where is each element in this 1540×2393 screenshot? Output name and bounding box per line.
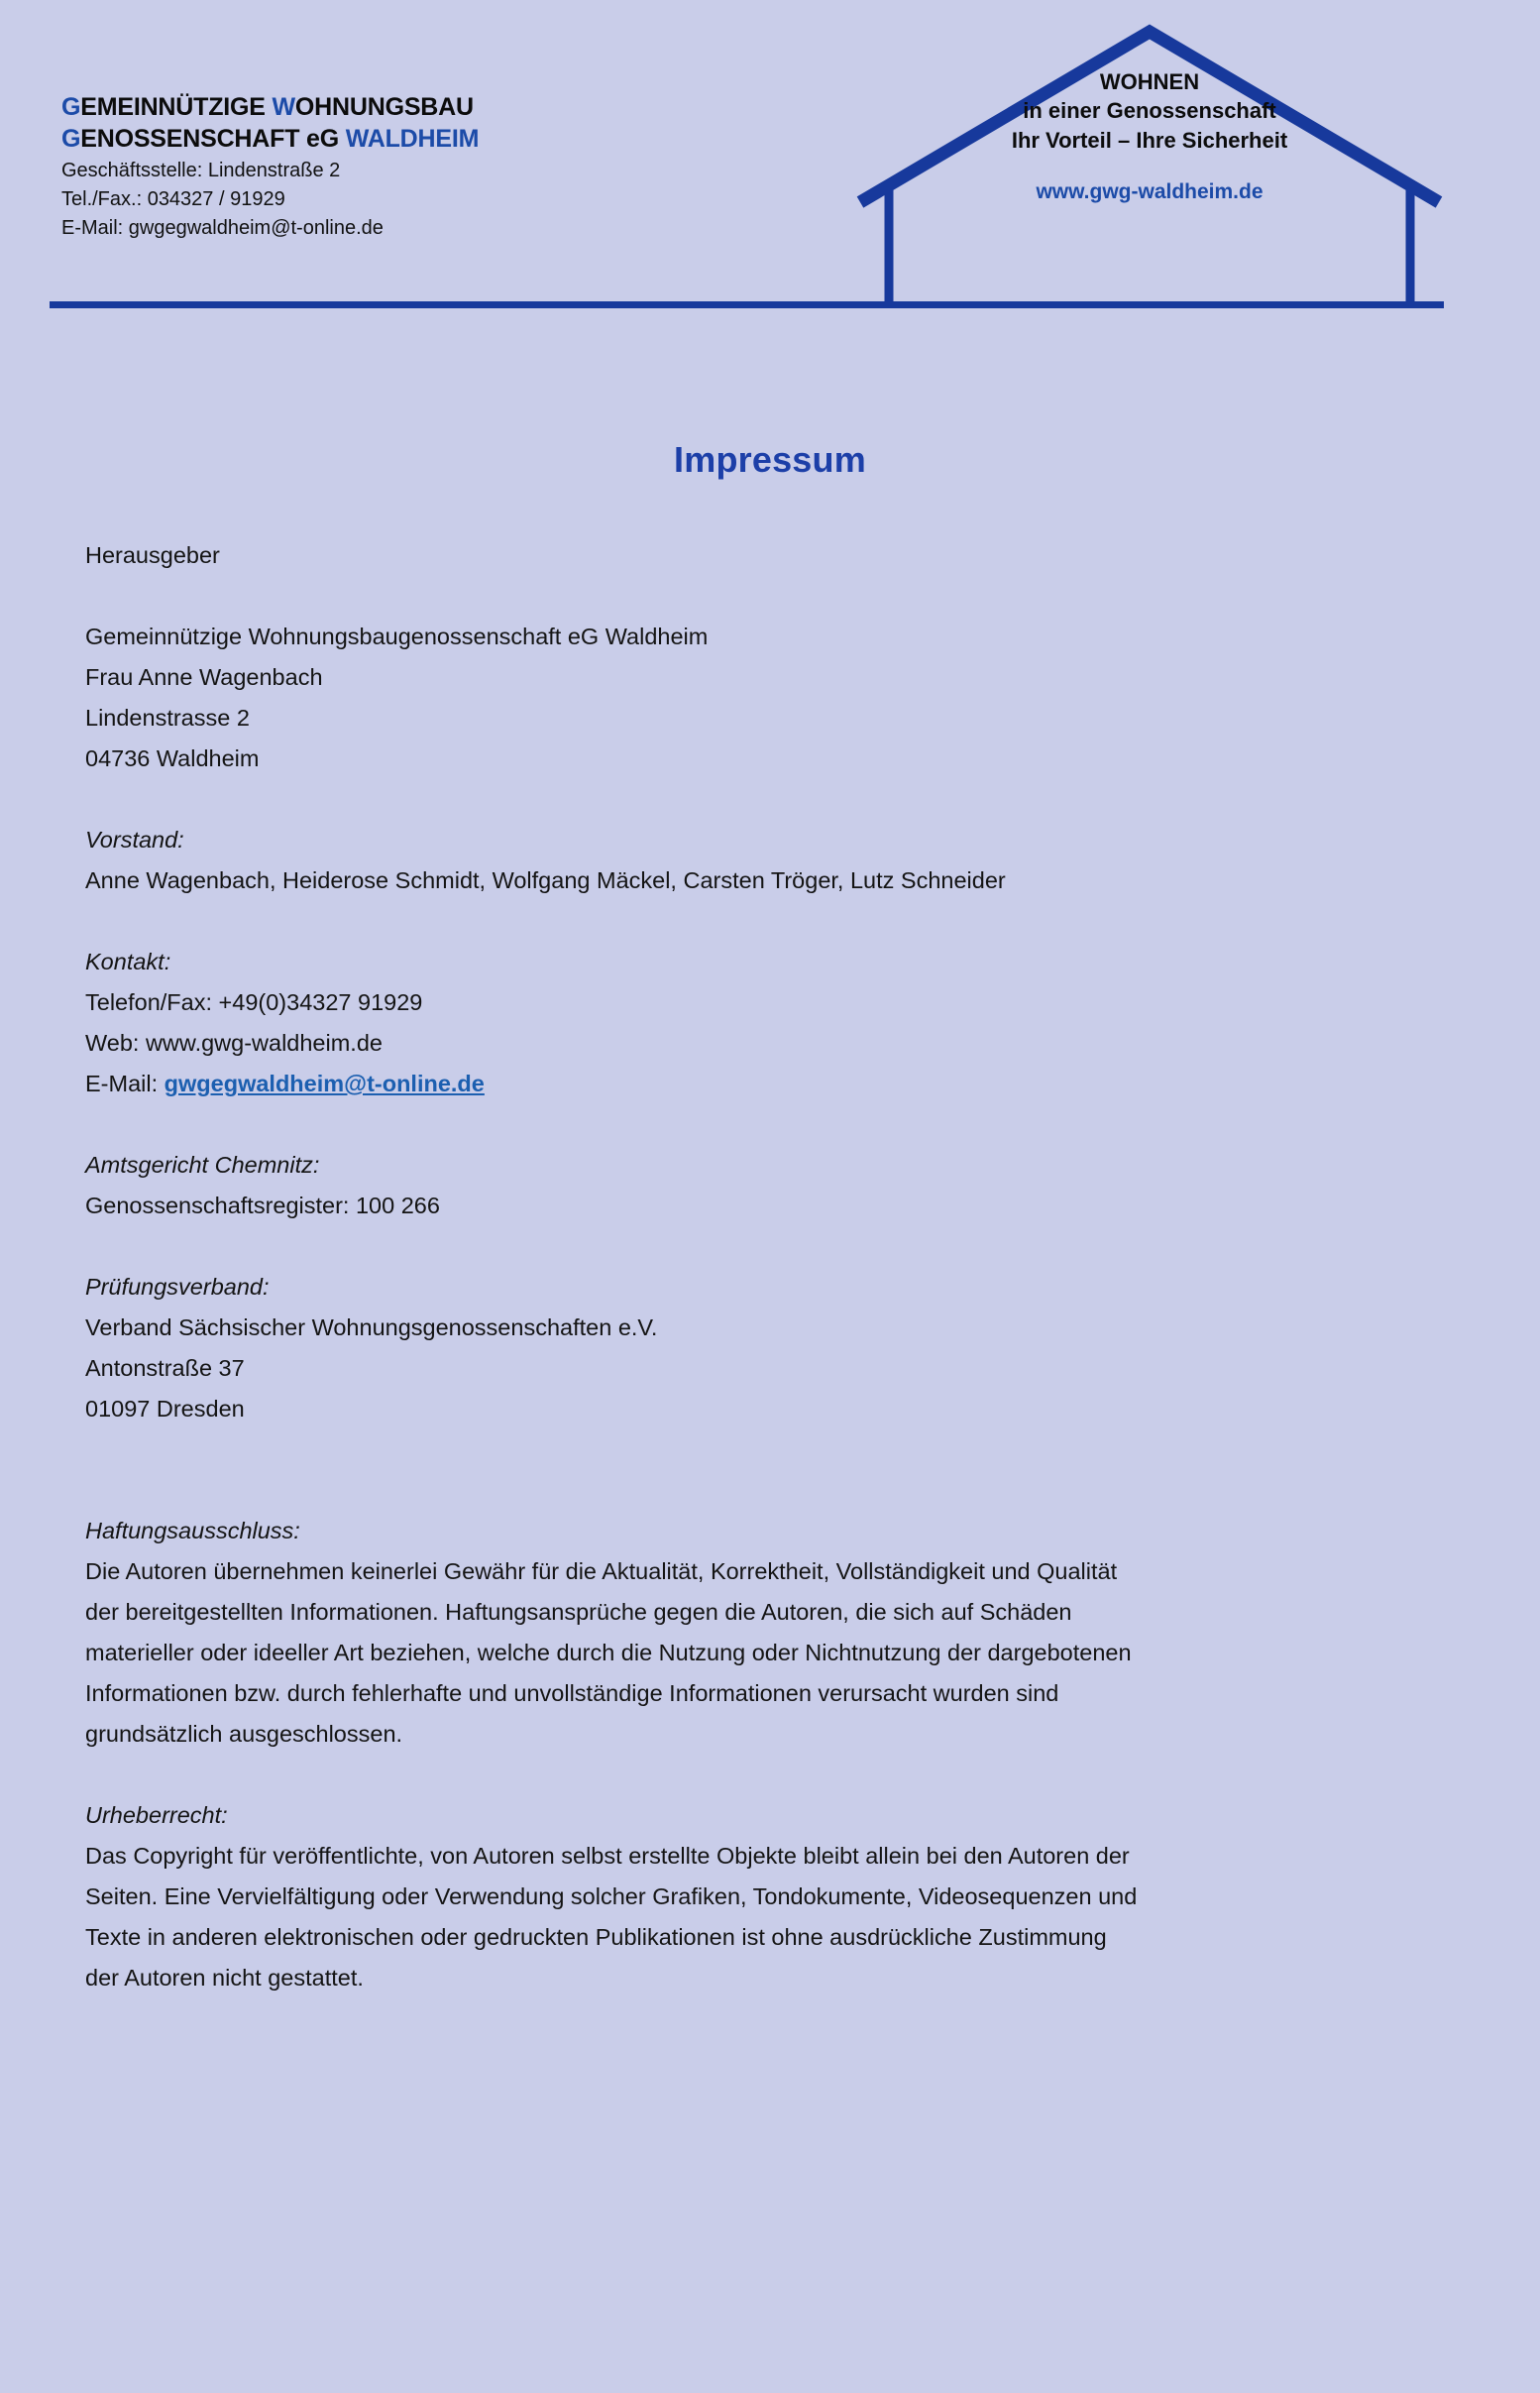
urheberrecht-section [85,1795,1473,1998]
urheberrecht-line-2: Seiten. Eine Vervielfältigung oder Verwendung solcher Grafiken, Tondokumente, Videosequenzen und [85,1883,1138,1909]
urheberrecht-line-4: der Autoren nicht gestattet. [85,1965,364,1991]
pruefungsverband-line-2: Antonstraße 37 [85,1355,245,1381]
haftungsausschluss-label: Haftungsausschluss: [85,1518,300,1543]
publisher-line-1: Gemeinnützige Wohnungsbaugenossenschaft eG Waldheim [85,624,709,649]
office-phone: Tel./Fax.: 034327 / 91929 [61,188,285,210]
haftungsausschluss-line-5: grundsätzlich ausgeschlossen. [85,1721,403,1747]
urheberrecht-line-1: Das Copyright für veröffentlichte, von Autoren selbst erstellte Objekte bleibt allein bei den Autoren der [85,1843,1130,1869]
house-logo-text [832,10,1467,317]
kontakt-section [85,942,1473,1104]
pruefungsverband-section [85,1267,1473,1429]
pruefungsverband-label: Prüfungsverband: [85,1274,270,1300]
page-title: Impressum [674,439,866,480]
publisher-line-3: Lindenstrasse 2 [85,705,250,731]
haftungsausschluss-line-3: materieller oder ideeller Art beziehen, welche durch die Nutzung oder Nichtnutzung der dargebotenen [85,1640,1132,1665]
haftungsausschluss-line-4: Informationen bzw. durch fehlerhafte und unvollständige Informationen verursacht wurden sind [85,1680,1059,1706]
vorstand-members: Anne Wagenbach, Heiderose Schmidt, Wolfgang Mäckel, Carsten Tröger, Lutz Schneider [85,867,1006,893]
haftungsausschluss-line-2: der bereitgestellten Informationen. Haftungsansprüche gegen die Autoren, die sich auf Schäden [85,1599,1072,1625]
publisher-line-2: Frau Anne Wagenbach [85,664,323,690]
org-name-accent-w: W [272,93,295,121]
spacer [85,779,1473,820]
amtsgericht-register: Genossenschaftsregister: 100 266 [85,1193,440,1218]
vorstand-label: Vorstand: [85,827,184,853]
org-name-accent-waldheim: WALDHEIM [345,125,480,153]
publisher-heading: Herausgeber [85,542,220,568]
org-name-accent-g2: G [61,125,81,153]
impressum-content [85,535,1473,1998]
house-logo-line-3: Ihr Vorteil – Ihre Sicherheit [1011,127,1288,153]
house-logo-website[interactable]: www.gwg-waldheim.de [1036,179,1264,203]
house-logo-line-1: WOHNEN [1099,69,1200,94]
kontakt-web: Web: www.gwg-waldheim.de [85,1030,383,1056]
spacer [85,576,1473,617]
org-name-line2-mid: ENOSSENSCHAFT eG [80,125,346,153]
office-address: Geschäftsstelle: Lindenstraße 2 [61,160,341,181]
spacer [85,1755,1473,1795]
kontakt-email-prefix: E-Mail: [85,1071,165,1096]
organisation-identity [61,95,479,238]
kontakt-label: Kontakt: [85,949,171,974]
org-name-line1-suffix: OHNUNGSBAU [294,93,474,121]
kontakt-phone: Telefon/Fax: +49(0)34327 91929 [85,989,423,1015]
pruefungsverband-line-3: 01097 Dresden [85,1396,245,1422]
amtsgericht-section [85,1145,1473,1226]
spacer [85,901,1473,942]
kontakt-email-row [85,1064,1473,1104]
haftungsausschluss-section [85,1511,1473,1755]
pruefungsverband-line-1: Verband Sächsischer Wohnungsgenossenschaften e.V. [85,1314,658,1340]
urheberrecht-line-3: Texte in anderen elektronischen oder gedruckten Publikationen ist ohne ausdrückliche Zustimmung [85,1924,1107,1950]
kontakt-email-link[interactable]: gwgegwaldheim@t-online.de [164,1071,485,1096]
page-header [0,0,1540,327]
haftungsausschluss-line-1: Die Autoren übernehmen keinerlei Gewähr für die Aktualität, Korrektheit, Vollständigkeit und Qualität [85,1558,1118,1584]
org-name-line-1 [61,95,479,120]
org-name-line-2 [61,127,479,152]
org-name-accent-g: G [61,93,81,121]
house-logo-line-2: in einer Genossenschaft [1023,98,1276,124]
office-email: E-Mail: gwgegwaldheim@t-online.de [61,217,384,239]
org-name-line1-mid: EMEINNÜTZIGE [80,93,273,121]
spacer [85,1104,1473,1145]
vorstand-section [85,820,1473,901]
spacer [85,1226,1473,1267]
spacer [85,1429,1473,1511]
house-logo [832,10,1467,317]
header-divider [50,301,1444,308]
urheberrecht-label: Urheberrecht: [85,1802,228,1828]
amtsgericht-label: Amtsgericht Chemnitz: [85,1152,320,1178]
publisher-section [85,535,1473,779]
publisher-line-4: 04736 Waldheim [85,745,260,771]
